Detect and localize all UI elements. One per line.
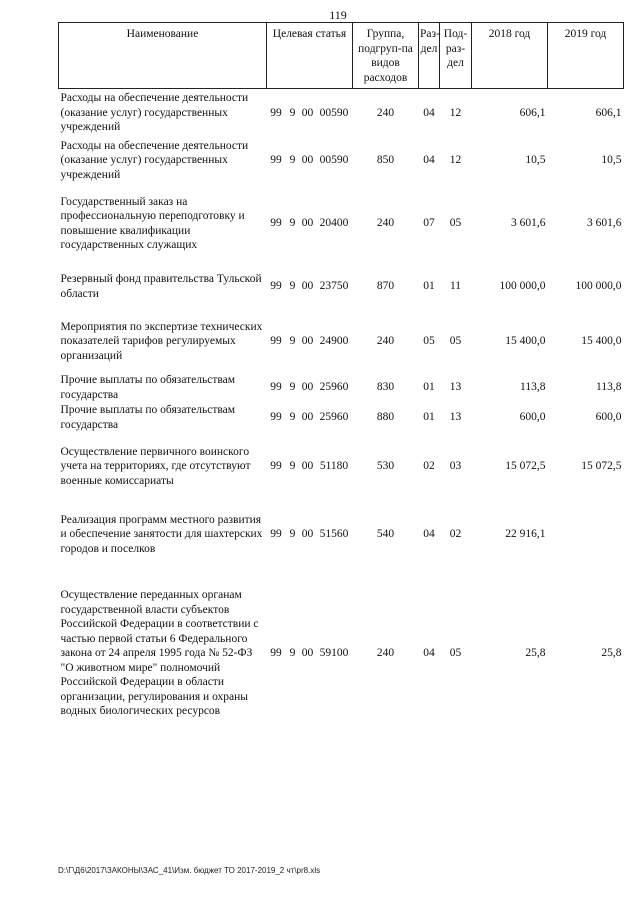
row-amount-2018: 606,1 [519, 106, 546, 119]
row-amount-2018: 25,8 [525, 647, 546, 660]
row-razdel: 04 [423, 154, 435, 167]
budget-table [58, 22, 624, 739]
row-expense-group: 240 [376, 647, 395, 660]
row-amount-2019: 10,5 [601, 154, 622, 167]
row-name: Расходы на обеспечение деятельности (оказание услуг) государственных учреждений [60, 139, 249, 181]
row-podrazdel: 12 [449, 106, 462, 119]
row-code-subprogram: 9 [289, 460, 296, 473]
row-code-main-event: 00 [301, 106, 314, 119]
row-expense-group: 870 [376, 280, 395, 293]
row-name: Прочие выплаты по обязательствам государства [60, 404, 236, 431]
row-code-main-event: 00 [301, 411, 314, 424]
row-podrazdel: 02 [449, 528, 462, 541]
row-razdel: 07 [423, 217, 435, 230]
row-podrazdel: 05 [449, 335, 462, 348]
row-amount-2018: 15 400,0 [505, 335, 546, 348]
header-target-article: Целевая статья [267, 23, 353, 89]
row-code-direction: 23750 [319, 280, 349, 293]
header-razdel: Раз-дел [419, 23, 440, 89]
table-row [59, 311, 624, 373]
table-header-row [59, 23, 624, 89]
row-expense-group: 880 [376, 411, 395, 424]
row-expense-group: 850 [376, 154, 395, 167]
row-amount-2018: 113,8 [520, 381, 546, 394]
header-podrazdel: Под-раз-дел [440, 23, 472, 89]
row-name: Расходы на обеспечение деятельности (оказание услуг) государственных учреждений [60, 92, 249, 133]
row-amount-2019: 25,8 [601, 647, 622, 660]
row-code-main-event: 00 [301, 528, 314, 541]
row-code-direction: 51180 [319, 460, 349, 473]
row-amount-2018: 15 072,5 [505, 460, 546, 473]
row-podrazdel: 13 [449, 381, 462, 394]
row-podrazdel: 12 [449, 154, 462, 167]
row-amount-2018: 600,0 [519, 411, 546, 424]
row-code-program: 99 [270, 460, 282, 473]
row-razdel: 05 [423, 335, 435, 348]
row-expense-group: 540 [376, 528, 395, 541]
row-expense-group: 240 [376, 106, 395, 119]
row-amount-2019: 606,1 [595, 106, 622, 119]
row-code-main-event: 00 [301, 280, 314, 293]
page-number: 119 [329, 8, 347, 22]
row-code-main-event: 00 [301, 460, 314, 473]
table-row [59, 433, 624, 501]
table-row [59, 89, 624, 137]
row-razdel: 04 [423, 528, 435, 541]
row-amount-2019: 15 072,5 [581, 460, 622, 473]
row-expense-group: 240 [376, 335, 395, 348]
row-name: Осуществление переданных органам государственной власти субъектов Российской Федерации в соответствии с частью первой статьи 6 Федерального закона от 24 апреля 1995 года № 52-ФЗ "О животном мире" полномочий Российской Федерации в области организации, регулирования и охраны водных биологических ресурсов [60, 589, 259, 718]
row-amount-2019: 15 400,0 [581, 335, 622, 348]
row-code-subprogram: 9 [289, 411, 296, 424]
table-row [59, 137, 624, 185]
row-code-main-event: 00 [301, 154, 314, 167]
row-code-direction: 00590 [319, 154, 349, 167]
row-name: Прочие выплаты по обязательствам государства [60, 374, 236, 401]
row-name: Осуществление первичного воинского учета на территориях, где отсутствуют военные комиссариаты [60, 445, 251, 487]
row-code-direction: 25960 [319, 381, 349, 394]
row-amount-2019 [548, 501, 624, 569]
row-code-subprogram: 9 [289, 106, 296, 119]
row-razdel: 01 [423, 381, 435, 394]
row-code-main-event: 00 [301, 335, 314, 348]
row-code-subprogram: 9 [289, 647, 296, 660]
row-code-subprogram: 9 [289, 335, 296, 348]
row-code-main-event: 00 [301, 647, 314, 660]
row-code-direction: 25960 [319, 411, 349, 424]
row-code-subprogram: 9 [289, 217, 296, 230]
table-row [59, 373, 624, 403]
row-amount-2018: 3 601,6 [511, 217, 546, 230]
row-code-main-event: 00 [301, 381, 314, 394]
row-podrazdel: 03 [449, 460, 462, 473]
row-code-direction: 20400 [319, 217, 349, 230]
row-code-program: 99 [270, 335, 282, 348]
table-row [59, 569, 624, 739]
header-2018: 2018 год [472, 23, 548, 89]
row-amount-2019: 113,8 [596, 381, 622, 394]
row-expense-group: 240 [376, 217, 395, 230]
table-row [59, 501, 624, 569]
row-code-program: 99 [270, 280, 282, 293]
row-expense-group: 830 [376, 381, 395, 394]
row-razdel: 02 [423, 460, 435, 473]
row-code-main-event: 00 [301, 217, 314, 230]
row-name: Реализация программ местного развития и обеспечение занятости для шахтерских городов и поселков [60, 513, 263, 555]
row-expense-group: 530 [376, 460, 395, 473]
row-code-program: 99 [270, 528, 282, 541]
row-podrazdel: 05 [449, 217, 462, 230]
row-amount-2018: 10,5 [525, 154, 546, 167]
row-code-program: 99 [270, 381, 282, 394]
row-code-direction: 00590 [319, 106, 349, 119]
row-code-program: 99 [270, 217, 282, 230]
row-code-direction: 59100 [319, 647, 349, 660]
table-row [59, 263, 624, 311]
row-code-subprogram: 9 [289, 528, 296, 541]
row-razdel: 04 [423, 106, 435, 119]
row-razdel: 01 [423, 280, 435, 293]
row-name: Государственный заказ на профессиональную переподготовку и повышение квалификации государственных служащих [60, 195, 245, 251]
table-row [59, 403, 624, 433]
row-name: Мероприятия по экспертизе технических показателей тарифов регулируемых организаций [60, 320, 263, 362]
row-code-subprogram: 9 [289, 280, 296, 293]
row-podrazdel: 13 [449, 411, 462, 424]
header-2019: 2019 год [548, 23, 624, 89]
row-code-program: 99 [270, 154, 282, 167]
row-code-direction: 51560 [319, 528, 349, 541]
row-code-subprogram: 9 [289, 381, 296, 394]
row-code-direction: 24900 [319, 335, 349, 348]
row-podrazdel: 05 [449, 647, 462, 660]
row-podrazdel: 11 [449, 280, 462, 293]
row-code-program: 99 [270, 411, 282, 424]
header-expense-group: Группа, подгруп-па видов расходов [353, 23, 419, 89]
row-razdel: 01 [423, 411, 435, 424]
row-amount-2018: 22 916,1 [505, 528, 546, 541]
row-amount-2018: 100 000,0 [499, 280, 546, 293]
row-amount-2019: 100 000,0 [575, 280, 622, 293]
header-name: Наименование [59, 23, 267, 89]
row-code-program: 99 [270, 106, 282, 119]
row-name: Резервный фонд правительства Тульской области [60, 273, 262, 300]
row-razdel: 04 [423, 647, 435, 660]
file-path-footer: D:\Г\Д6\2017\ЗАКОНЫ\ЗАС_41\Изм. бюджет ТО 2017-2019_2 чт\pr8.xls [58, 866, 321, 875]
row-code-subprogram: 9 [289, 154, 296, 167]
row-amount-2019: 600,0 [595, 411, 622, 424]
table-row [59, 185, 624, 263]
row-code-program: 99 [270, 647, 282, 660]
row-amount-2019: 3 601,6 [587, 217, 622, 230]
